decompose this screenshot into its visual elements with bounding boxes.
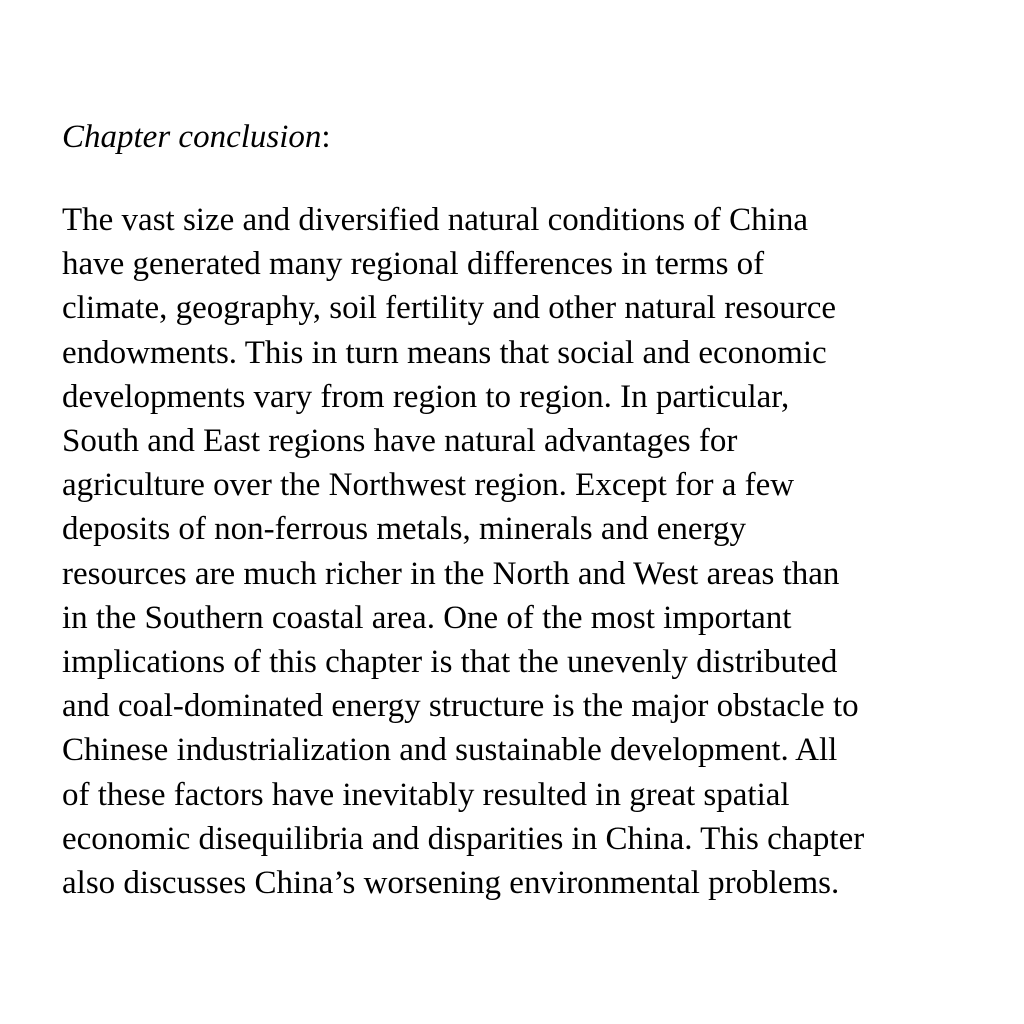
heading-title: Chapter conclusion [62, 119, 322, 155]
paragraph-line: climate, geography, soil fertility and other natural resource [62, 290, 836, 327]
paragraph-line: of these factors have inevitably resulted in great spatial [62, 776, 790, 813]
paragraph-line: have generated many regional differences in terms of [62, 246, 765, 283]
chapter-conclusion-heading [62, 112, 982, 162]
paragraph-line: implications of this chapter is that the unevenly distributed [62, 644, 838, 681]
paragraph-line: The vast size and diversified natural conditions of China [62, 202, 808, 238]
paragraph-line: also discusses China’s worsening environmental problems. [62, 865, 840, 902]
paragraph-line: South and East regions have natural advantages for [62, 423, 738, 460]
heading-colon: : [321, 119, 331, 155]
paragraph-line: resources are much richer in the North and West areas than [62, 555, 840, 592]
paragraph-line: developments vary from region to region. In particular, [62, 378, 790, 415]
paragraph-line: and coal-dominated energy structure is the major obstacle to [62, 688, 859, 725]
paragraph-line: Chinese industrialization and sustainable development. All [62, 732, 838, 769]
paragraph-line: agriculture over the Northwest region. Except for a few [62, 467, 795, 504]
conclusion-paragraph [62, 198, 982, 905]
paragraph-line: economic disequilibria and disparities in China. This chapter [62, 820, 865, 857]
paragraph-line: deposits of non-ferrous metals, minerals and energy [62, 511, 746, 548]
paragraph-line: in the Southern coastal area. One of the most important [62, 599, 792, 636]
document-page [62, 112, 982, 905]
paragraph-line: endowments. This in turn means that social and economic [62, 334, 827, 371]
